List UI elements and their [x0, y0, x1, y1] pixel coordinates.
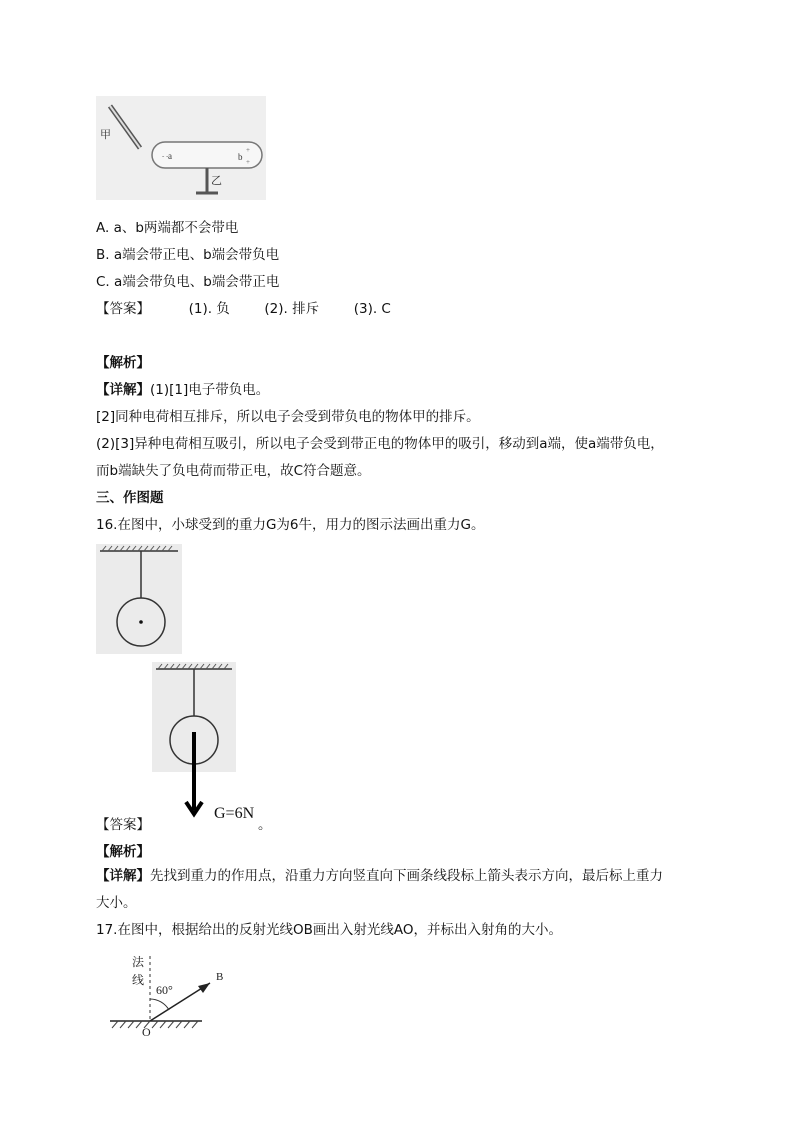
label-yi: 乙	[211, 175, 222, 187]
detail-label: 【详解】	[96, 868, 150, 884]
force-label: G=6N	[214, 805, 255, 822]
answer-part-2: (2). 排斥	[264, 301, 320, 317]
normal-label-1: 法	[132, 955, 145, 969]
q15-detail-line-4: 而b端缺失了负电荷而带正电，故C符合题意。	[96, 463, 371, 479]
q15-option-c: C. a端会带负电、b端会带正电	[96, 274, 280, 290]
q15-answer-row	[96, 299, 391, 319]
q15-figure-svg	[96, 96, 266, 200]
q15-detail-line-3: (2)[3]异种电荷相互吸引，所以电子会受到带正电的物体甲的吸引，移动到a端，使a端带负电，	[96, 436, 664, 452]
charged-rod-highlight	[110, 106, 140, 148]
answer-label: 【答案】	[96, 301, 150, 317]
q17-question: 17.在图中，根据给出的反射光线OB画出入射光线AO，并标出入射角的大小。	[96, 922, 562, 938]
label-b: b	[238, 152, 243, 162]
reflected-ray-arrow	[198, 983, 210, 993]
q17-figure	[106, 952, 236, 1040]
angle-label: 60°	[156, 983, 173, 997]
detail-text: (1)[1]电子带负电。	[150, 382, 270, 398]
point-b-label: B	[216, 971, 224, 983]
q15-option-b: B. a端会带正电、b端会带负电	[96, 247, 280, 263]
answer-part-3: (3). C	[353, 301, 391, 317]
q16-analysis-label: 【解析】	[96, 844, 150, 860]
q16-question: 16.在图中，小球受到的重力G为6牛，用力的图示法画出重力G。	[96, 517, 485, 533]
q15-analysis-label: 【解析】	[96, 355, 150, 371]
q16-question-figure-svg	[96, 544, 182, 654]
plus-marks-right-1: +	[246, 146, 250, 154]
mirror-hatch	[112, 1021, 198, 1028]
q16-answer-label: 【答案】	[96, 817, 150, 833]
q15-detail-line-1	[96, 380, 269, 400]
detail-label: 【详解】	[96, 382, 150, 398]
q16-detail-line-1	[96, 866, 663, 886]
label-a: a	[168, 151, 172, 161]
minus-marks-left: - -	[162, 152, 169, 160]
q16-question-figure	[96, 544, 182, 654]
point-o-label: O	[142, 1025, 151, 1039]
section-heading: 三、作图题	[96, 490, 164, 506]
label-jia: 甲	[100, 129, 111, 141]
q16-detail-line-2: 大小。	[96, 895, 137, 911]
angle-arc	[150, 999, 169, 1010]
plus-marks-right-2: +	[246, 158, 250, 166]
q15-detail-line-2: [2]同种电荷相互排斥，所以电子会受到带负电的物体甲的排斥。	[96, 409, 480, 425]
ball-center	[139, 620, 143, 624]
q16-answer-period: 。	[258, 817, 272, 833]
q15-figure	[96, 96, 266, 200]
answer-part-1: (1). 负	[188, 301, 230, 317]
gravity-arrow	[180, 730, 204, 822]
normal-label-2: 线	[132, 973, 145, 987]
q15-option-a: A. a、b两端都不会带电	[96, 220, 239, 236]
detail-text: 先找到重力的作用点，沿重力方向竖直向下画条线段标上箭头表示方向，最后标上重力	[150, 868, 663, 884]
